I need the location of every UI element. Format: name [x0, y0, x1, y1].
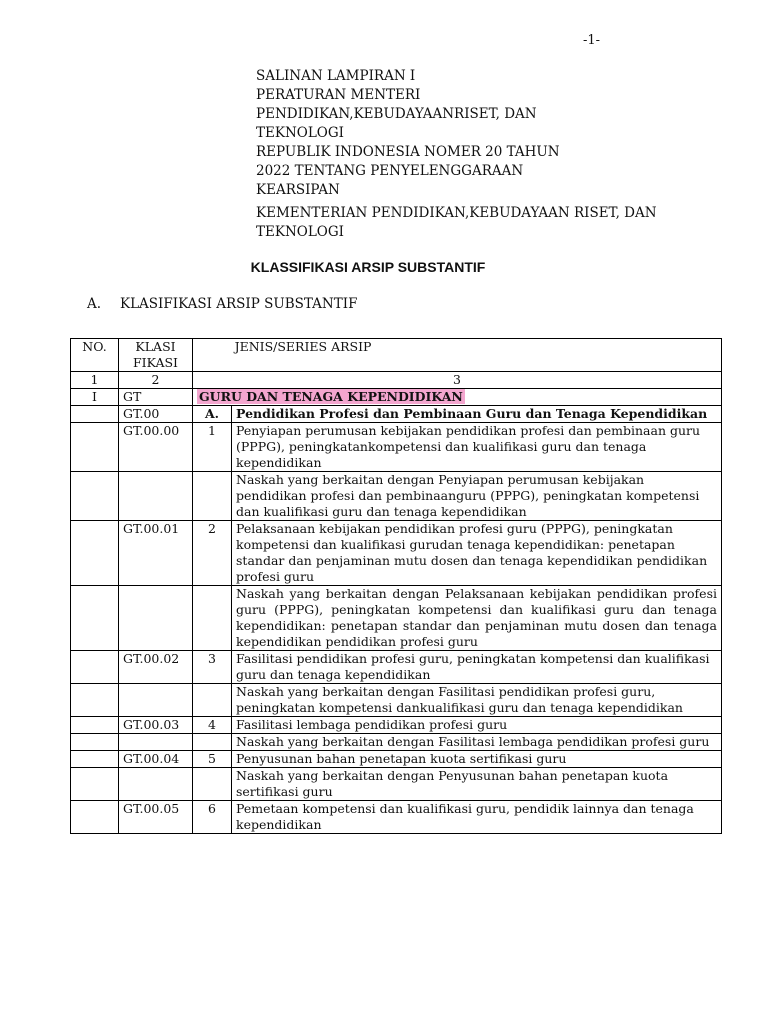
row-num: 3 — [193, 651, 232, 684]
row-code: GT.00.01 — [119, 521, 193, 586]
table-row — [71, 734, 722, 751]
table-row — [71, 423, 722, 472]
row-code: GT.00.02 — [119, 651, 193, 684]
row-code: GT.00.00 — [119, 423, 193, 472]
row-text: Penyusunan bahan penetapan kuota sertifikasi guru — [232, 751, 722, 768]
empty-cell — [71, 734, 119, 751]
group-no: I — [71, 389, 119, 406]
group-title-cell — [193, 389, 722, 406]
column-number-row — [71, 372, 722, 389]
empty-cell — [193, 586, 232, 651]
empty-cell — [71, 472, 119, 521]
empty-cell — [119, 684, 193, 717]
header-line: 2022 TENTANG PENYELENGGARAAN — [256, 163, 524, 179]
header-line: KEMENTERIAN PENDIDIKAN,KEBUDAYAAN RISET, DAN TEKNOLOGI — [256, 205, 657, 240]
row-num: 1 — [193, 423, 232, 472]
group-code: GT — [119, 389, 193, 406]
row-num: 2 — [193, 521, 232, 586]
colnum-3: 3 — [193, 372, 722, 389]
header-line: PENDIDIKAN,KEBUDAYAANRISET, DAN — [256, 106, 537, 122]
row-note: Naskah yang berkaitan dengan Penyiapan perumusan kebijakan pendidikan profesi dan pembinaanguru (PPPG), peningkatan kompetensi dan kualifikasi guru dan tenaga kependidikan — [232, 472, 722, 521]
empty-cell — [119, 586, 193, 651]
empty-cell — [193, 734, 232, 751]
row-num: 5 — [193, 751, 232, 768]
colnum-1: 1 — [71, 372, 119, 389]
row-note: Naskah yang berkaitan dengan Penyusunan bahan penetapan kuota sertifikasi guru — [232, 768, 722, 801]
subgroup-code: GT.00 — [119, 406, 193, 423]
empty-cell — [71, 801, 119, 834]
empty-cell — [193, 684, 232, 717]
document-header — [256, 67, 726, 242]
header-line: REPUBLIK INDONESIA NOMER 20 TAHUN — [256, 144, 560, 160]
empty-cell — [193, 472, 232, 521]
table-row — [71, 801, 722, 834]
row-code: GT.00.04 — [119, 751, 193, 768]
header-no: NO. — [71, 339, 119, 372]
table-row — [71, 472, 722, 521]
header-klasifikasi: KLASI FIKASI — [119, 339, 193, 372]
table-row — [71, 684, 722, 717]
header-jenis-label: JENIS/SERIES ARSIP — [234, 339, 372, 354]
row-num: 6 — [193, 801, 232, 834]
row-code: GT.00.05 — [119, 801, 193, 834]
header-line: PERATURAN MENTERI — [256, 87, 421, 103]
empty-cell — [119, 768, 193, 801]
subgroup-letter: A. — [193, 406, 232, 423]
subgroup-title: Pendidikan Profesi dan Pembinaan Guru dan Tenaga Kependidikan — [232, 406, 722, 423]
empty-cell — [71, 684, 119, 717]
row-text: Fasilitasi lembaga pendidikan profesi guru — [232, 717, 722, 734]
row-text: Fasilitasi pendidikan profesi guru, peningkatan kompetensi dan kualifikasi guru dan tenaga kependidikan — [232, 651, 722, 684]
group-row — [71, 389, 722, 406]
row-text: Pelaksanaan kebijakan pendidikan profesi guru (PPPG), peningkatan kompetensi dan kualifikasi gurudan tenaga kependidikan: penetapan standar dan penjaminan mutu dosen dan tenaga kependidikan pendidikan profesi guru — [232, 521, 722, 586]
group-title: GURU DAN TENAGA KEPENDIDIKAN — [199, 389, 463, 404]
table-row — [71, 751, 722, 768]
table-row — [71, 717, 722, 734]
empty-cell — [71, 521, 119, 586]
header-line: KEARSIPAN — [256, 182, 340, 198]
header-jenis — [193, 339, 722, 372]
section-heading — [87, 296, 357, 312]
table-row — [71, 521, 722, 586]
row-note: Naskah yang berkaitan dengan Fasilitasi pendidikan profesi guru, peningkatan kompetensi dankualifikasi guru dan tenaga kependidikan — [232, 684, 722, 717]
section-letter: A. — [87, 296, 102, 312]
document-title: KLASSIFIKASI ARSIP SUBSTANTIF — [250, 259, 486, 275]
header-line: SALINAN LAMPIRAN I — [256, 68, 416, 84]
page-number: -1- — [583, 33, 601, 48]
row-note: Naskah yang berkaitan dengan Fasilitasi lembaga pendidikan profesi guru — [232, 734, 722, 751]
table-row — [71, 768, 722, 801]
table-header-row — [71, 339, 722, 372]
empty-cell — [71, 651, 119, 684]
subgroup-row — [71, 406, 722, 423]
colnum-2: 2 — [119, 372, 193, 389]
classification-table — [70, 338, 722, 834]
empty-cell — [71, 423, 119, 472]
empty-cell — [71, 406, 119, 423]
empty-cell — [119, 734, 193, 751]
table-row — [71, 651, 722, 684]
row-code: GT.00.03 — [119, 717, 193, 734]
row-note: Naskah yang berkaitan dengan Pelaksanaan kebijakan pendidikan profesi guru (PPPG), peningkatan kompetensi dan kualifikasi guru dan tenaga kependidikan: penetapan standar dan penjaminan mutu dosen dan tenaga kependidikan pendidikan profesi guru — [232, 586, 722, 651]
header-line: TEKNOLOGI — [256, 125, 344, 141]
empty-cell — [193, 768, 232, 801]
table-row — [71, 586, 722, 651]
row-num: 4 — [193, 717, 232, 734]
empty-cell — [71, 751, 119, 768]
row-text: Penyiapan perumusan kebijakan pendidikan profesi dan pembinaan guru (PPPG), peningkatankompetensi dan kualifikasi guru dan tenaga kependidikan — [232, 423, 722, 472]
section-title: KLASIFIKASI ARSIP SUBSTANTIF — [120, 296, 358, 312]
empty-cell — [119, 472, 193, 521]
empty-cell — [71, 768, 119, 801]
empty-cell — [71, 717, 119, 734]
row-text: Pemetaan kompetensi dan kualifikasi guru, pendidik lainnya dan tenaga kependidikan — [232, 801, 722, 834]
empty-cell — [71, 586, 119, 651]
